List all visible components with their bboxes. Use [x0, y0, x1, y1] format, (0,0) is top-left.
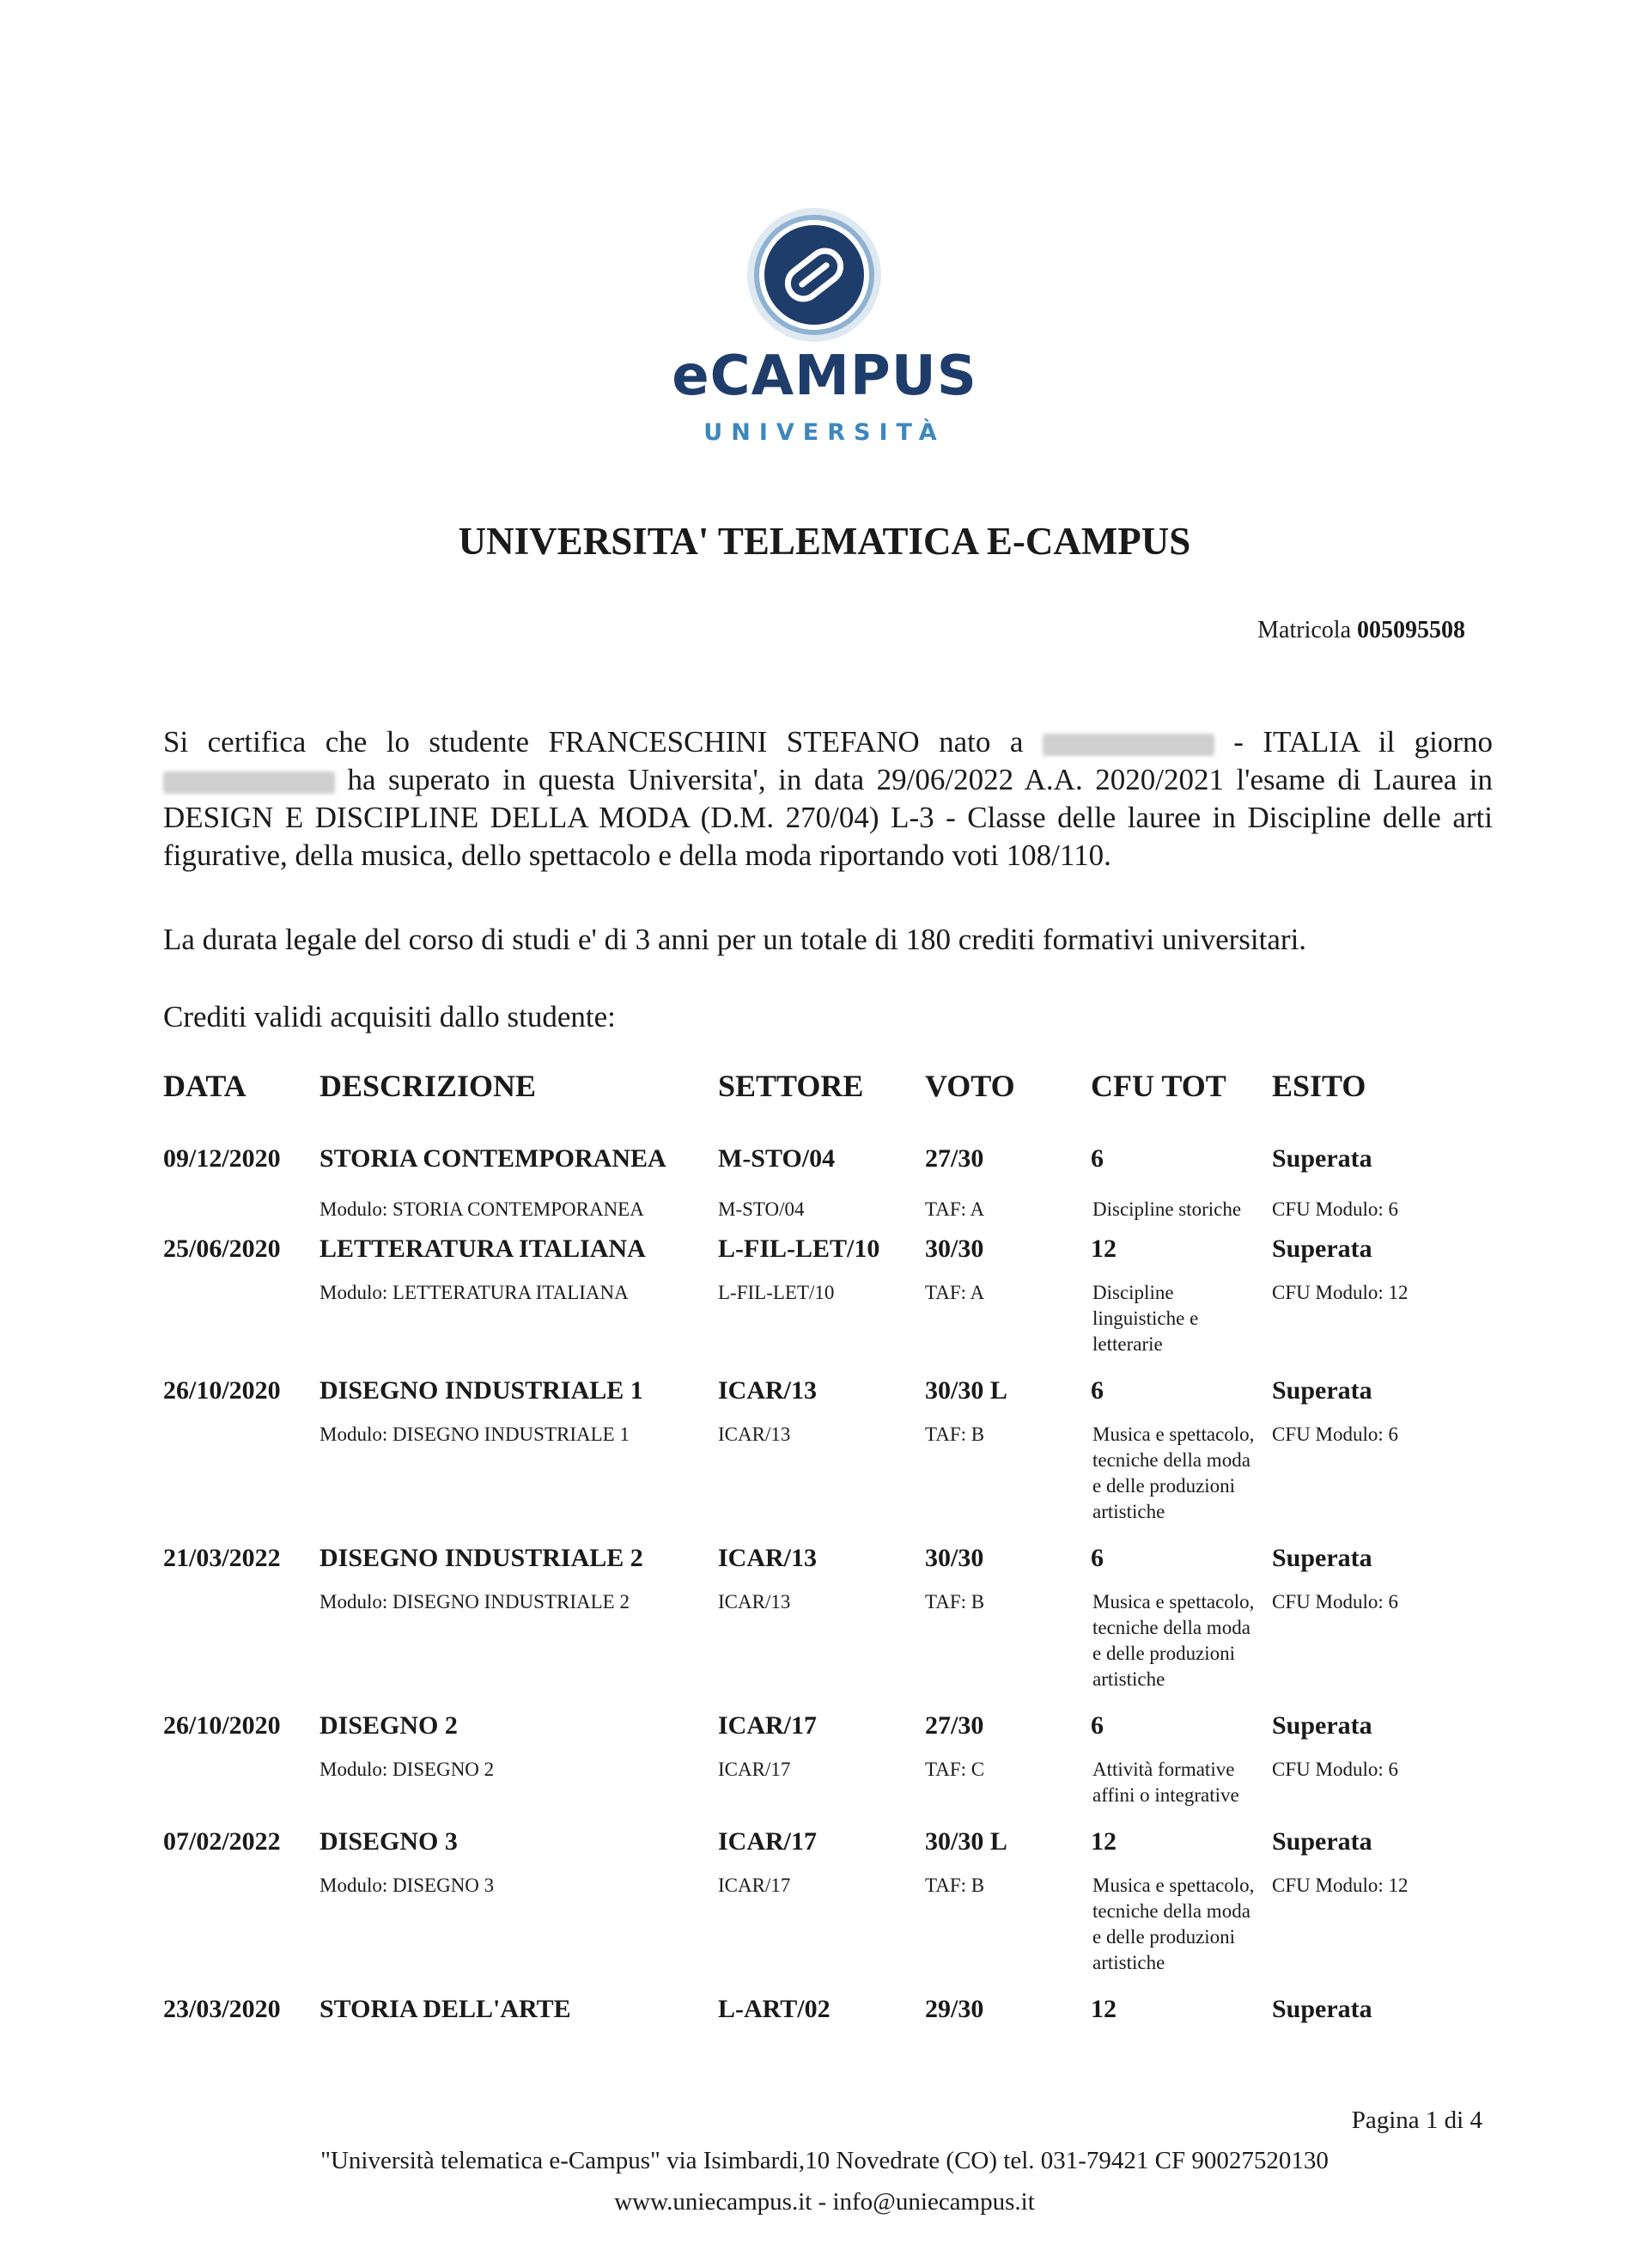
exam-sector: M-STO/04 [718, 1144, 836, 1173]
module-taf: TAF: B [925, 1424, 985, 1445]
exam-date: 23/03/2020 [163, 1995, 281, 2023]
exam-outcome: Superata [1272, 1235, 1372, 1263]
matricola-label: Matricola [1257, 617, 1351, 643]
module-taf: TAF: A [925, 1198, 985, 1220]
exam-description: DISEGNO INDUSTRIALE 1 [319, 1376, 643, 1405]
exam-cfu: 12 [1091, 1235, 1117, 1263]
exam-outcome: Superata [1272, 1711, 1372, 1740]
exam-grade: 30/30 L [925, 1827, 1007, 1856]
certification-paragraph [163, 723, 1493, 875]
header-settore: SETTORE [718, 1069, 864, 1103]
module-cfu: CFU Modulo: 12 [1272, 1282, 1409, 1303]
exam-outcome: Superata [1272, 1827, 1372, 1856]
module-taf: TAF: C [925, 1759, 985, 1780]
exam-sector: ICAR/13 [718, 1376, 818, 1405]
module-taf: TAF: B [925, 1591, 985, 1613]
exam-outcome: Superata [1272, 1995, 1372, 2023]
exam-grade: 29/30 [925, 1995, 984, 2023]
exam-sector: L-ART/02 [718, 1995, 831, 2023]
exam-description: STORIA CONTEMPORANEA [319, 1144, 666, 1173]
exam-grade: 27/30 [925, 1711, 984, 1740]
exam-grade: 30/30 [925, 1544, 984, 1572]
module-cfu: CFU Modulo: 12 [1272, 1875, 1409, 1896]
exam-date: 26/10/2020 [163, 1376, 281, 1405]
module-name: Modulo: DISEGNO 3 [319, 1875, 495, 1896]
header-descrizione: DESCRIZIONE [319, 1069, 537, 1103]
exam-cfu: 6 [1091, 1376, 1104, 1405]
exam-sector: ICAR/17 [718, 1827, 818, 1856]
module-cfu: CFU Modulo: 6 [1272, 1198, 1398, 1220]
matricola-number: 005095508 [1357, 617, 1465, 643]
module-sector: ICAR/13 [718, 1424, 791, 1445]
exam-sector: ICAR/17 [718, 1711, 818, 1740]
redacted-birthdate [163, 771, 335, 794]
module-ambito: Discipline linguistiche e letterarie [1092, 1282, 1199, 1355]
exam-date: 26/10/2020 [163, 1711, 281, 1740]
exam-description: DISEGNO INDUSTRIALE 2 [319, 1544, 643, 1572]
module-taf: TAF: B [925, 1875, 985, 1896]
module-cfu: CFU Modulo: 6 [1272, 1759, 1398, 1780]
footer-contacts: www.uniecampus.it - info@uniecampus.it [614, 2188, 1035, 2216]
exam-sector: L-FIL-LET/10 [718, 1235, 880, 1263]
module-sector: M-STO/04 [718, 1198, 805, 1220]
exam-cfu: 6 [1091, 1144, 1104, 1173]
header-esito: ESITO [1272, 1069, 1366, 1103]
logo-subtitle: UNIVERSITÀ [703, 419, 946, 446]
exam-outcome: Superata [1272, 1376, 1372, 1405]
exam-grade: 30/30 L [925, 1376, 1007, 1405]
logo-wordmark: eCAMPUS [672, 344, 977, 408]
university-seal-logo [745, 206, 883, 344]
module-ambito: Musica e spettacolo, tecniche della moda e delle produzioni artistiche [1092, 1424, 1255, 1522]
exam-cfu: 12 [1091, 1995, 1117, 2023]
certification-text-3: ha superato in questa Universita', in data 29/06/2022 A.A. 2020/2021 l'esame di Laurea in DESIGN E DISCIPLINE DELLA MODA (D.M. 270/04) L-3 - Classe delle lauree in Discipline delle arti figurative, della musica, dello spettacolo e della moda riportando voti 108/110. [163, 763, 1494, 872]
module-name: Modulo: DISEGNO INDUSTRIALE 1 [319, 1424, 630, 1445]
exam-outcome: Superata [1272, 1544, 1372, 1572]
exam-cfu: 12 [1091, 1827, 1117, 1856]
module-ambito: Discipline storiche [1092, 1198, 1242, 1220]
module-cfu: CFU Modulo: 6 [1272, 1591, 1398, 1613]
module-sector: L-FIL-LET/10 [718, 1282, 835, 1303]
exam-outcome: Superata [1272, 1144, 1372, 1173]
module-sector: ICAR/17 [718, 1875, 791, 1896]
exam-date: 25/06/2020 [163, 1235, 281, 1263]
module-name: Modulo: STORIA CONTEMPORANEA [319, 1198, 644, 1220]
matricola [1257, 615, 1465, 646]
module-cfu: CFU Modulo: 6 [1272, 1424, 1398, 1445]
header-voto: VOTO [925, 1069, 1015, 1103]
exam-cfu: 6 [1091, 1711, 1104, 1740]
module-taf: TAF: A [925, 1282, 985, 1303]
certification-text-2: - ITALIA il giorno [1233, 725, 1494, 759]
exam-grade: 27/30 [925, 1144, 984, 1173]
university-title: UNIVERSITA' TELEMATICA E-CAMPUS [458, 520, 1191, 563]
exam-grade: 30/30 [925, 1235, 984, 1263]
redacted-birthplace [1043, 734, 1214, 756]
credits-intro: Crediti validi acquisiti dallo studente: [163, 1000, 616, 1033]
module-sector: ICAR/13 [718, 1591, 791, 1613]
certification-text-1: Si certifica che lo studente FRANCESCHINI STEFANO nato a [163, 725, 1024, 759]
module-name: Modulo: DISEGNO 2 [319, 1759, 495, 1780]
page-number: Pagina 1 di 4 [1351, 2106, 1482, 2134]
exam-description: DISEGNO 3 [319, 1827, 458, 1856]
module-ambito: Attività formative affini o integrative [1092, 1759, 1239, 1806]
header-cfu-tot: CFU TOT [1091, 1069, 1226, 1103]
module-name: Modulo: LETTERATURA ITALIANA [319, 1282, 629, 1303]
exam-date: 07/02/2022 [163, 1827, 281, 1856]
exam-date: 09/12/2020 [163, 1144, 281, 1173]
exam-description: STORIA DELL'ARTE [319, 1995, 571, 2023]
header-data: DATA [163, 1069, 246, 1103]
module-sector: ICAR/17 [718, 1759, 791, 1780]
exam-sector: ICAR/13 [718, 1544, 818, 1572]
module-ambito: Musica e spettacolo, tecniche della moda e delle produzioni artistiche [1092, 1875, 1255, 1973]
exam-description: LETTERATURA ITALIANA [319, 1235, 646, 1263]
exam-description: DISEGNO 2 [319, 1711, 458, 1740]
exam-date: 21/03/2022 [163, 1544, 281, 1572]
exam-cfu: 6 [1091, 1544, 1104, 1572]
footer-address: "Università telematica e-Campus" via Isimbardi,10 Novedrate (CO) tel. 031-79421 CF 90027520130 [320, 2147, 1329, 2174]
module-name: Modulo: DISEGNO INDUSTRIALE 2 [319, 1591, 630, 1613]
course-duration: La durata legale del corso di studi e' di 3 anni per un totale di 180 crediti formativi universitari. [163, 923, 1307, 956]
module-ambito: Musica e spettacolo, tecniche della moda e delle produzioni artistiche [1092, 1591, 1255, 1690]
